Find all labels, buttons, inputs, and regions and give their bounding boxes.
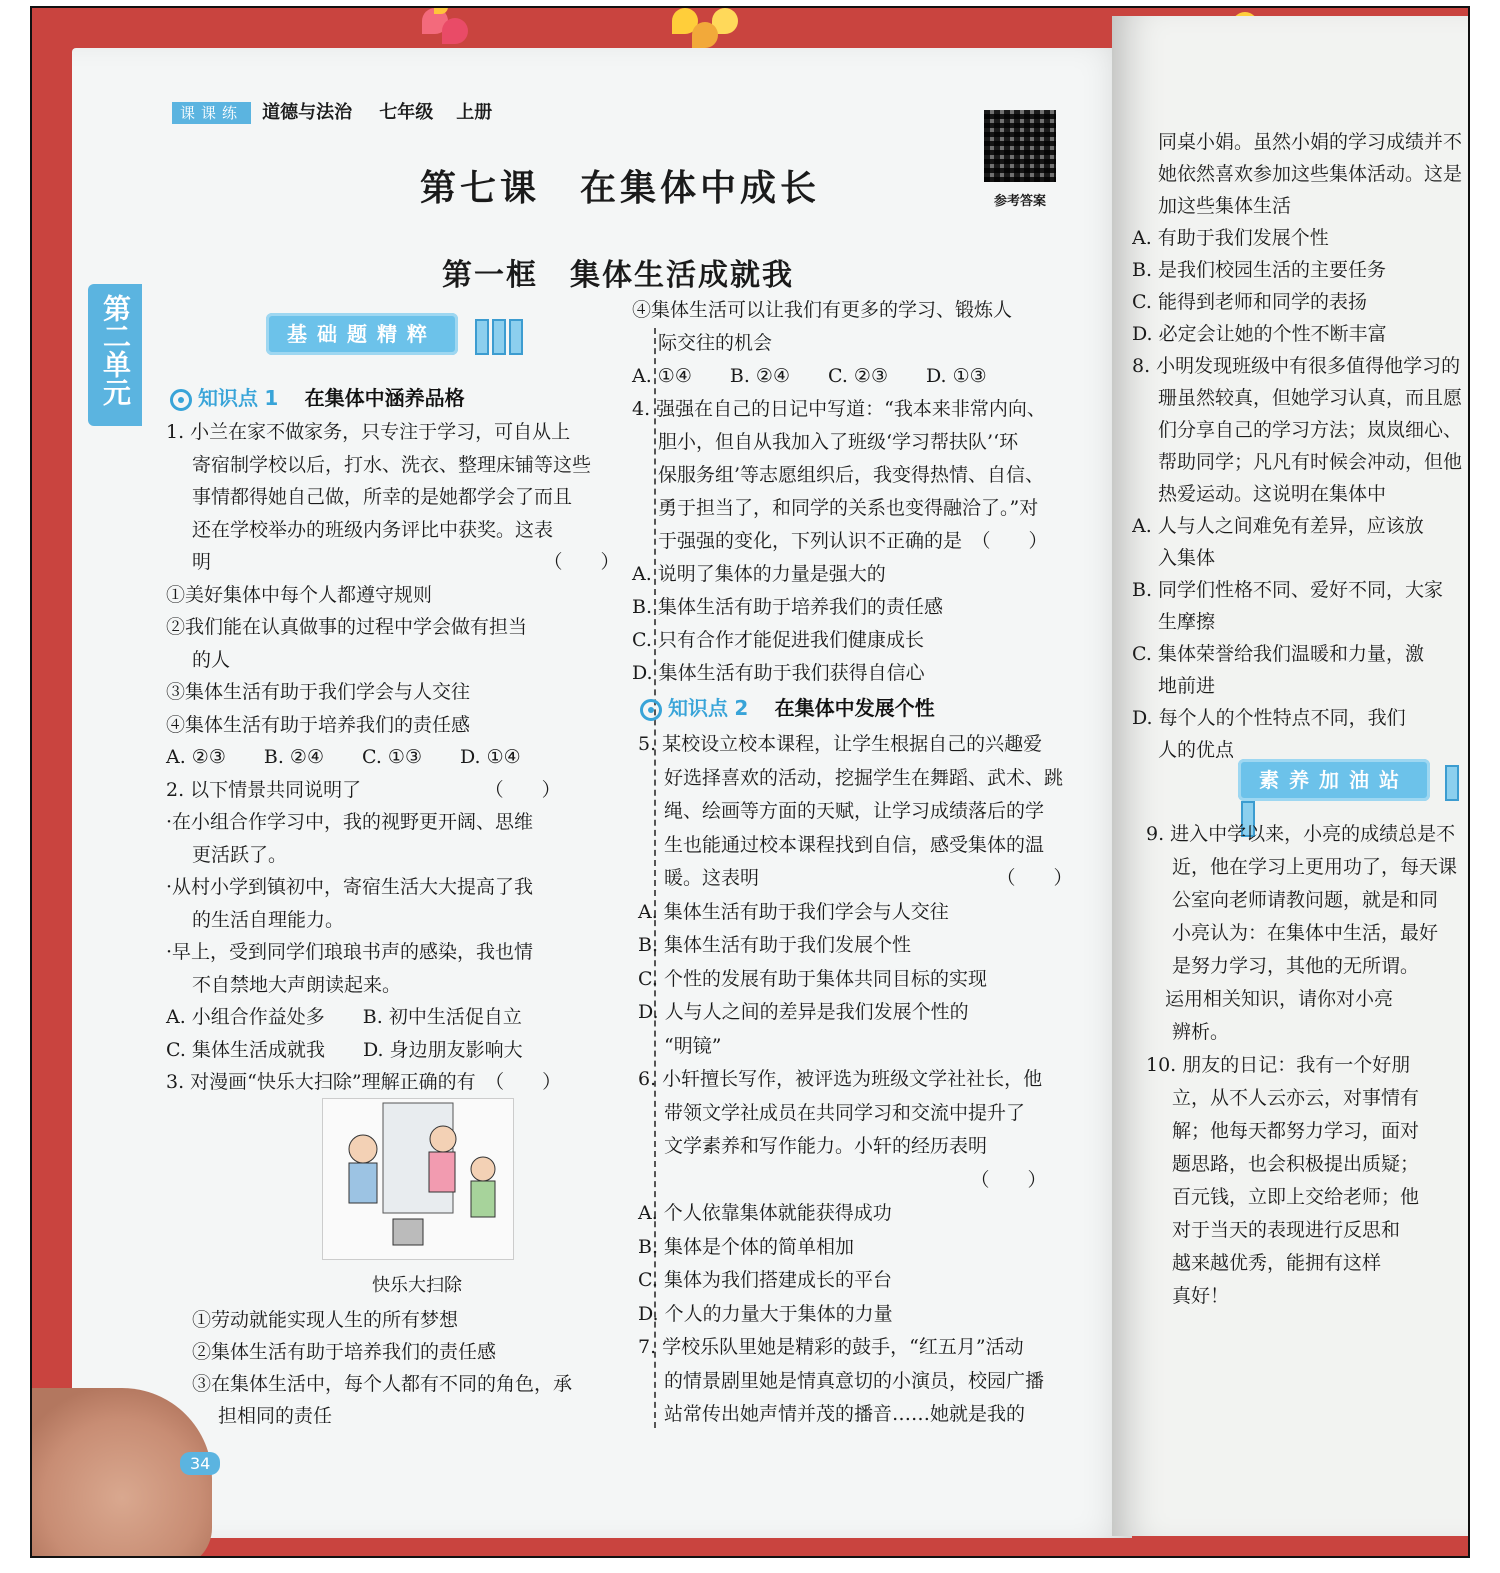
text-line: 5. 某校设立校本课程，让学生根据自己的兴趣爱 [638, 733, 1043, 755]
text-line: 同桌小娟。虽然小娟的学习成绩并不 [1158, 131, 1462, 153]
text-line: 的情景剧里她是情真意切的小演员，校园广播 [664, 1369, 1045, 1392]
text-line: A. ①④ B. ②④ C. ②③ D. ①③ [632, 365, 987, 387]
books-icon [1445, 765, 1459, 801]
text-line: 6. 小轩擅长写作，被评选为班级文学社社长，他 [638, 1068, 1043, 1090]
text-line: 保服务组’等志愿组织后，我变得热情、自信、 [658, 464, 1045, 486]
kp-number: 2 [734, 696, 749, 720]
text-line: ④集体生活可以让我们有更多的学习、锻炼人 [632, 299, 1013, 321]
text-line: C. 个性的发展有助于集体共同目标的实现 [638, 967, 987, 990]
text-line: D. 人与人之间的差异是我们发展个性的 [638, 1001, 969, 1023]
text-line: 不自禁地大声朗读起来。 [192, 973, 402, 996]
text-line: 对于当天的表现进行反思和 [1172, 1219, 1401, 1241]
grade-label: 七年级 [379, 102, 434, 123]
text-line: ②集体生活有助于培养我们的责任感 [192, 1341, 497, 1363]
text-line: 4. 强强在自己的日记中写道：“我本来非常内向、 [632, 398, 1046, 420]
qr-code [984, 110, 1056, 182]
target-icon [170, 389, 192, 411]
text-line: 立，从不人云亦云，对事情有 [1172, 1087, 1420, 1109]
text-line: 8. 小明发现班级中有很多值得他学习的 [1132, 355, 1461, 377]
basic-banner-label: 基础题精粹 [266, 313, 458, 355]
text-line: 小亮认为：在集体中生活，最好 [1172, 922, 1439, 944]
text-line: B. 集体生活有助于我们发展个性 [638, 934, 912, 956]
cartoon-caption: 快乐大扫除 [372, 1275, 462, 1296]
text-line: B. 集体生活有助于培养我们的责任感 [632, 596, 944, 618]
text-line: 勇于担当了，和同学的关系也变得融洽了。”对 [658, 497, 1039, 519]
text-line: 胆小，但自从我加入了班级‘学习帮扶队’‘环 [658, 431, 1019, 453]
kp-name: 在集体中发展个性 [774, 696, 935, 720]
target-icon [640, 699, 662, 721]
text-line: 公室向老师请教问题，就是和同 [1172, 889, 1439, 911]
text-line: ·从村小学到镇初中，寄宿生活大大提高了我 [166, 876, 534, 898]
page-header [172, 98, 492, 124]
text-line: 热爱运动。这说明在集体中 [1158, 483, 1387, 505]
right-column-after [1146, 818, 1466, 1313]
lesson-title: 第七课 在集体中成长 [420, 167, 821, 209]
text-line: ④集体生活有助于培养我们的责任感 [166, 713, 471, 736]
text-line: 生摩擦 [1158, 611, 1216, 633]
text-line: C. 能得到老师和同学的表扬 [1132, 291, 1367, 313]
text-line: 暖。这表明 （ ） [664, 867, 1073, 889]
text-line: A. 小组合作益处多 B. 初中生活促自立 [166, 1006, 522, 1028]
basic-section-banner [266, 318, 523, 355]
text-line: C. 集体为我们搭建成长的平台 [638, 1269, 892, 1291]
text-line: 事情都得她自己做，所幸的是她都学会了而且 [192, 486, 573, 508]
text-line: 7. 学校乐队里她是精彩的鼓手，“红五月”活动 [638, 1336, 1024, 1358]
text-line: 更活跃了。 [192, 843, 288, 866]
text-line: B. 是我们校园生活的主要任务 [1132, 259, 1387, 281]
text-line: B. 集体是个体的简单相加 [638, 1235, 855, 1258]
text-line: 的人 [192, 648, 231, 671]
text-line: 带领文学社成员在共同学习和交流中提升了 [664, 1101, 1026, 1124]
text-line: 站常传出她声情并茂的播音……她就是我的 [664, 1403, 1026, 1425]
kp-name: 在集体中涵养品格 [304, 386, 465, 410]
text-line: ③集体生活有助于我们学会与人交往 [166, 681, 471, 703]
text-line: 于强强的变化，下列认识不正确的是 （ ） [658, 530, 1048, 552]
cartoon-drawing [323, 1099, 513, 1259]
text-line: 她依然喜欢参加这些集体活动。这是 [1158, 163, 1462, 185]
volume-label: 上册 [456, 102, 493, 123]
knowledge-point-1 [170, 382, 465, 411]
text-line: 越来越优秀，能拥有这样 [1172, 1252, 1382, 1274]
text-line: A. ②③ B. ②④ C. ①③ D. ①④ [166, 746, 521, 768]
text-line: ③在集体生活中，每个人都有不同的角色，承 [192, 1373, 573, 1395]
text-line: ·在小组合作学习中，我的视野更开阔、思维 [166, 811, 534, 833]
text-line: “明镜” [664, 1034, 722, 1057]
text-line: ①美好集体中每个人都遵守规则 [166, 583, 433, 606]
left-column-after [192, 1304, 662, 1432]
text-line: 10. 朋友的日记：我有一个好朋 [1146, 1054, 1411, 1076]
text-line: 明 （ ） [192, 551, 620, 573]
text-line: 题思路，也会积极提出质疑； [1172, 1153, 1420, 1175]
kp-number: 1 [264, 386, 279, 410]
text-line: 解；他每天都努力学习，面对 [1172, 1120, 1420, 1142]
text-line: A. 有助于我们发展个性 [1132, 227, 1329, 249]
text-line: D. 集体生活有助于我们获得自信心 [632, 662, 925, 684]
text-line: 担相同的责任 [218, 1405, 333, 1427]
text-line: 近，他在学习上更用功了，每天课 [1172, 856, 1458, 878]
text-line: 百元钱，立即上交给老师；他 [1172, 1186, 1420, 1208]
text-line: 帮助同学；凡凡有时候会冲动，但他 [1158, 451, 1462, 473]
photo-frame [30, 6, 1470, 1558]
text-line: C. 集体生活成就我 D. 身边朋友影响大 [166, 1038, 523, 1061]
unit-tab-label: 第二单元 [99, 294, 132, 406]
text-line: D. 每个人的个性特点不同，我们 [1132, 707, 1406, 729]
page-number: 34 [180, 1452, 220, 1475]
text-line: 是努力学习，其他的无所谓。 [1172, 955, 1420, 977]
text-line: 珊虽然较真，但她学习认真，而且愿 [1158, 387, 1462, 409]
frame-title: 第一框 集体生活成就我 [442, 258, 794, 293]
middle-column-bottom [638, 728, 1108, 1432]
text-line: D. 必定会让她的个性不断丰富 [1132, 323, 1387, 345]
text-line: （ ） [638, 1168, 1047, 1191]
text-line: ①劳动就能实现人生的所有梦想 [192, 1309, 459, 1331]
page-number-badge [180, 1454, 220, 1473]
text-line: 的生活自理能力。 [192, 908, 345, 931]
text-line: 入集体 [1158, 547, 1216, 569]
text-line: 加这些集体生活 [1158, 195, 1292, 217]
text-line: 生也能通过校本课程找到自信，感受集体的温 [664, 833, 1045, 856]
extra-banner-label: 素养加油站 [1238, 759, 1430, 801]
series-tab: 课课练 [172, 102, 251, 124]
text-line: 绳、绘画等方面的天赋，让学习成绩落后的学 [664, 800, 1045, 822]
right-column [1132, 126, 1462, 766]
books-icon [475, 319, 489, 355]
text-line: 3. 对漫画“快乐大扫除”理解正确的有 （ ） [166, 1071, 562, 1093]
text-line: A. 集体生活有助于我们学会与人交往 [638, 900, 949, 923]
text-line: D. 个人的力量大于集体的力量 [638, 1302, 893, 1325]
text-line: 9. 进入中学以来，小亮的成绩总是不 [1146, 823, 1456, 845]
text-line: 人的优点 [1158, 739, 1235, 761]
text-line: 地前进 [1158, 675, 1216, 697]
qr-caption: 参考答案 [994, 194, 1047, 209]
text-line: C. 集体荣誉给我们温暖和力量，激 [1132, 643, 1424, 665]
text-line: A. 个人依靠集体就能获得成功 [638, 1202, 892, 1224]
text-line: A. 人与人之间难免有差异，应该放 [1132, 515, 1424, 537]
text-line: B. 同学们性格不同、爱好不同，大家 [1132, 579, 1444, 601]
text-line: ·早上，受到同学们琅琅书声的感染，我也情 [166, 941, 534, 963]
middle-column-top [632, 294, 1102, 690]
text-line: 还在学校举办的班级内务评比中获奖。这表 [192, 518, 554, 541]
text-line: A. 说明了集体的力量是强大的 [632, 563, 886, 585]
kp-label: 知识点 [668, 696, 728, 720]
text-line: 1. 小兰在家不做家务，只专注于学习，可自从上 [166, 421, 571, 443]
unit-tab [88, 284, 142, 426]
knowledge-point-2 [640, 692, 935, 721]
text-line: 2. 以下情景共同说明了 （ ） [166, 778, 561, 801]
text-line: ②我们能在认真做事的过程中学会做有担当 [166, 616, 528, 638]
kp-label: 知识点 [198, 386, 258, 410]
text-line: 运用相关知识，请你对小亮 [1146, 988, 1394, 1010]
text-line: 际交往的机会 [658, 332, 773, 354]
text-line: 好选择喜欢的活动，挖掘学生在舞蹈、武术、跳 [664, 766, 1064, 789]
text-line: 辨析。 [1172, 1021, 1230, 1043]
text-line: 寄宿制学校以后，打水、洗衣、整理床铺等这些 [192, 453, 592, 476]
text-line: 真好！ [1172, 1285, 1230, 1307]
books-icon [492, 319, 506, 355]
text-line: C. 只有合作才能促进我们健康成长 [632, 629, 924, 651]
text-line: 们分享自己的学习方法；岚岚细心、 [1158, 419, 1462, 441]
subject-label: 道德与法治 [262, 102, 353, 123]
books-icon [509, 319, 523, 355]
text-line: 文学素养和写作能力。小轩的经历表明 [664, 1135, 988, 1157]
left-column [166, 416, 636, 1099]
cartoon-image [322, 1098, 514, 1260]
